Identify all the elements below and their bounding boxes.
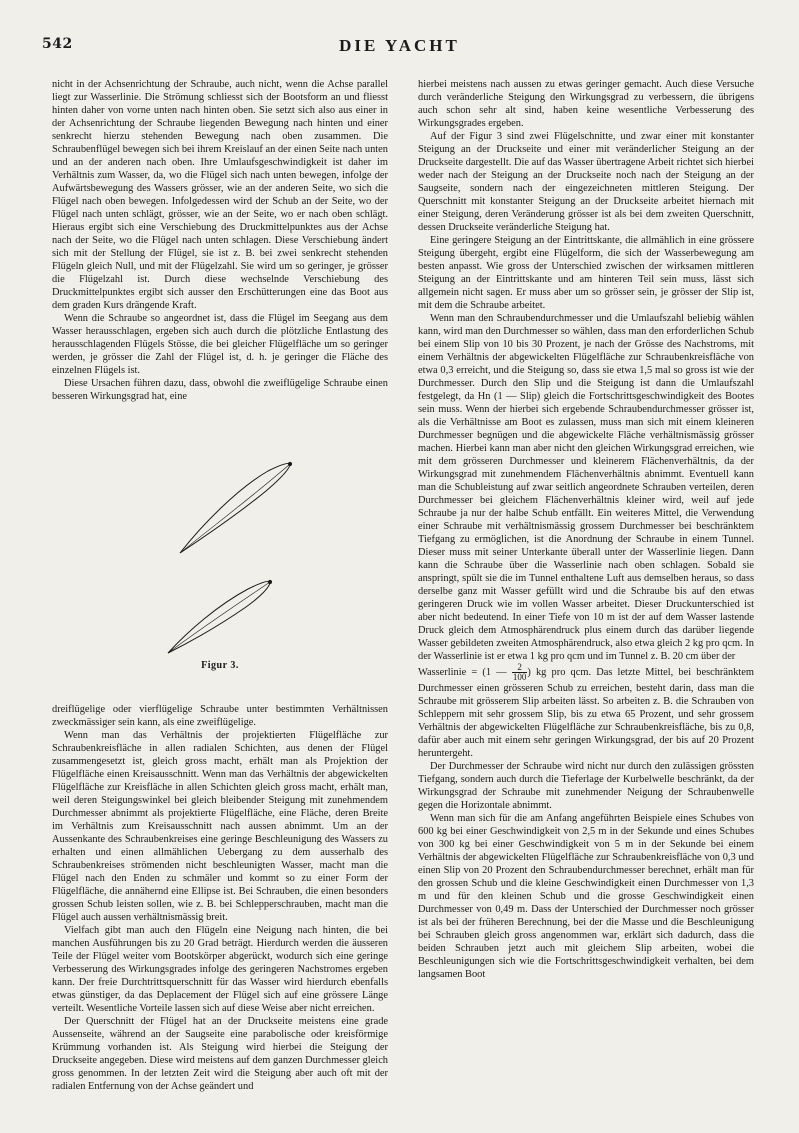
- blade-section-upper: [180, 462, 292, 553]
- paragraph: Wenn man das Verhältnis der projektierten Flügelfläche zur Schraubenkreisfläche in allen radialen Schichten, aus denen der Flügel zusammengesetzt ist, gleich gross macht, erhält man als Projektion der Flügelfläche einen Kreisausschnitt. Wenn man das Verhältnis der abgewickelten Flügelfläche zur Kreisfläche in allen Schichten gleich gross macht, erhält man, weil deren Steigungswinkel bei gleich bleibender Steigung mit zunehmendem Durchmesser abnimmt als projektierte Flügelfläche, eine Fläche, deren Breite im Verhältnis zum Kreisausschnitt nach aussen abnimmt. Um an der Aussenkante des Schraubenkreises eine geringe Beschleunigung des Wassers zu erhalten und einen allmählichen Uebergang zu dem ausserhalb des Schraubenkreises strömenden nicht beschleunigten Wasser, macht man die Flügel nach den Enden zu schmäler und kommt so zu einer Form der Flügelfläche, die annähernd eine Ellipse ist. Bei Schrauben, die einen besonders grossen Schub leisten sollen, wie z. B. bei Schlepperschrauben, macht man die Flügel auch aussen verhältnismässig breit.: [52, 730, 388, 923]
- paragraph: nicht in der Achsenrichtung der Schraube, auch nicht, wenn die Achse parallel liegt zur Wasserlinie. Die Strömung schliesst sich der Bootsform an und fliesst hinten daher von vorne unten nach hinten oben. Sie setzt sich also aus einer in der Achsenrichtung der Schraube liegenden Bewegung nach hinten und einer senkrecht hierzu stehenden Bewegung nach oben zusammen. Die Schraubenflügel bewegen sich bei ihrem Kreislauf an der einen Seite nach unten und an der anderen nach oben. Ihre Umlaufsgeschwindigkeit ist daher im Verhältnis zum Wasser, da, wo die Flügel sich nach unten bewegen, infolge der Aufwärtsbewegung des Wassers grösser, wie an der anderen Seite, wo sich die Flügel nach oben bewegen. Infolgedessen wird der Schub an der Seite, wo der Flügel nach unten schlägt, grösser, wie an der Seite, wo er nach oben schlägt. Hieraus ergibt sich eine Verschiebung des Druckmittelpunktes aus der Achse nach der Seite, wo die Flügel nach unten schlagen. Diese Verschiebung ändert sich mit der Stellung der Flügel, sie ist z. B. bei zwei senkrecht stehenden Flügeln gleich Null, und mit der Flügelzahl. Sie wird um so geringer, je grösser die Flügelzahl ist. Durch diese wechselnde Verschiebung des Druckmittelpunktes ergibt sich ausser den Erschütterungen eine das Boot aus dem graden Kurs drängende Kraft.: [52, 79, 388, 311]
- blade-section-lower: [168, 580, 272, 653]
- formula-paragraph: [418, 663, 754, 760]
- paragraph: hierbei meistens nach aussen zu etwas geringer gemacht. Auch diese Versuche durch veränderliche Steigung den Wirkungsgrad zu verbessern, die übrigens auch schon sehr alt sind, haben keine wesentliche Verbesserung des Wirkungsgrades ergeben.: [418, 79, 754, 129]
- paragraph: Vielfach gibt man auch den Flügeln eine Neigung nach hinten, die bei manchen Ausführungen bis zu 20 Grad beträgt. Hierdurch werden die äusseren Teile der Flügel weiter vom Bootskörper abgerückt, wodurch sich eine geringe Verbesserung des Wirkungsgrades infolge des geringeren Nachstromes ergeben kann. Der freie Durchtrittsquerschnitt für das Wasser wird hierdurch ebenfalls etwas günstiger, da das Deplacement der Flügel sich auf eine grössere Länge verteilt. Wesentliche Vorteile lassen sich auf diese Weise aber nicht erreichen.: [52, 925, 388, 1014]
- paragraph: Wenn man sich für die am Anfang angeführten Beispiele eines Schubes von 600 kg bei einer Geschwindigkeit von 2,5 m in der Sekunde und eines Schubes von 300 kg bei einer Geschwindigkeit von 5 m in der Sekunde bei einem Verhältnis der abgewickelten Flügelfläche zur Schraubenkreisfläche von 0,3 und einen Slip von 20 Prozent den Schraubendurchmesser berechnet, erhält man für den grossen Schub und die kleine Geschwindigkeit einen Durchmesser von 1,3 m und für den kleinen Schub und die grosse Geschwindigkeit einen Durchmesser von 0,49 m. Dass der Unterschied der Durchmesser noch grösser ist als bei der früheren Berechnung, bei der die Masse und die Beschleunigung bei Schrauben gleich gross angenommen war, erklärt sich dadurch, dass die beiden Schrauben jetzt auch mit gleichem Slip arbeiten, wobei die Beschleunigungen sich wie die Fortschrittsgeschwindigkeit verhalten, bei dem langsamen Boot: [418, 813, 754, 980]
- right-column: [418, 78, 754, 1118]
- paragraph: Diese Ursachen führen dazu, dass, obwohl die zweiflügelige Schraube einen besseren Wirkungsgrad hat, eine: [52, 378, 388, 402]
- blade-sections-illustration: [52, 407, 388, 697]
- fraction-denominator: 100: [512, 672, 527, 682]
- left-column: [52, 78, 388, 1118]
- paragraph: Wenn die Schraube so angeordnet ist, dass die Flügel im Seegang aus dem Wasser herausschlagen, ergeben sich auch durch die plötzliche Entlastung des herausschlagenden Flügels Stösse, die bei gleicher Flügelfläche um so geringer werden, je grösser die Zahl der Flügel ist, d. h. je geringer die Fläche des einzelnen Flügels ist.: [52, 313, 388, 376]
- paragraph: dreiflügelige oder vierflügelige Schraube unter bestimmten Verhältnissen zweckmässiger sein kann, als eine zweiflügelige.: [52, 704, 388, 728]
- figure-caption: Figur 3.: [201, 660, 239, 671]
- journal-title: DIE YACHT: [339, 36, 460, 55]
- paragraph: Eine geringere Steigung an der Eintrittskante, die allmählich in eine grössere Steigung übergeht, ergibt eine Flügelform, die sich der Wasserbewegung am besten anpasst. Wie gross der Unterschied zwischen der wirksamen mittleren Steigung an der Eintrittskante und am hinteren Teil sein muss, lässt sich allgemein nicht sagen. Er muss aber um so grösser sein, je grösser der Slip ist, mit dem die Schraube arbeitet.: [418, 235, 754, 311]
- paragraph: Wenn man den Schraubendurchmesser und die Umlaufszahl beliebig wählen kann, wird man den Durchmesser so wählen, dass man den erforderlichen Schub bei einem Slip von 10 bis 30 Prozent, je nach der Grösse des Nachstroms, mit einem Verhältnis der abgewickelten Flügelfläche zur Schraubenkreisfläche von etwa 0,3 erreicht, und die Steigung so, dass sie etwa 1,5 mal so gross ist wie der Durchmesser. Durch den Slip und die Steigung ist dann die Umlaufszahl festgelegt, da Hn (1 — Slip) gleich die Fortschrittsgeschwindigkeit des Bootes sein muss. Wenn der hierbei sich ergebende Schraubendurchmesser grösser ist, als die Verhältnisse am Boot es zulassen, muss man sich mit einem kleineren Durchmesser begnügen und die abgewickelte Fläche verhältnismässig grösser machen. Hierbei kann man aber nicht den gleichen Wirkungsgrad erreichen, wie mit dem grösseren Durchmesser und kleinerem Flächenverhältnis, da der Wirkungsgrad mit zunehmendem Flächenverhältnis abnimmt. Eventuell kann man die Schubleistung auf zwar seitlich angeordnete Schrauben verteilen, deren Durchmesser bei gleichem Flächenverhältnis kleiner wird, weil auf jede Schraube ja nur der halbe Schub entfällt. Ein weiteres Mittel, die Verwendung einer Schraube mit verhältnismässig grossem Durchmesser bei beschränktem Tiefgang zu ermöglichen, ist die Anordnung der Schraube in einem Tunnel. Dieser muss mit seiner Unterkante überall unter der Wasserlinie liegen. Dann kann die Schraube über die Wasserlinie nach oben schlagen. Sobald sie anspringt, spült sie die im Tunnel enthaltene Luft aus demselben heraus, so dass derselbe ganz mit Wasser gefüllt wird und die Schraube bis auf den etwas geringeren Druck wie im vollen Wasser arbeitet. Dieser Druckunterschied ist aber nicht bedeutend. In einer Tiefe von 10 m ist der auf dem Wasser lastende Druck gleich dem Atmosphärendruck plus einem durch das darüber liegende Wasser gebildeten zweiten Atmosphärendruck, also etwa gleich 2 kg pro qcm. In der Wasserlinie ist er etwa 1 kg pro qcm und im Tunnel z. B. 20 cm über der: [418, 313, 754, 662]
- fraction: [512, 663, 528, 682]
- page-number: 542: [42, 36, 73, 52]
- formula-lead: Wasserlinie = (1 —: [418, 666, 512, 678]
- paragraph: Auf der Figur 3 sind zwei Flügelschnitte, und zwar einer mit konstanter Steigung an der Druckseite und einer mit veränderlicher Steigung an der Druckseite dargestellt. Die auf das Wasser übertragene Arbeit richtet sich hierbei weder nach der Steigung an der Druckseite noch nach der Steigung an der Saugseite, sondern nach der eingezeichneten mittleren Steigung. Der Querschnitt mit konstanter Steigung an der Druckseite arbeitet hiernach mit einer Steigung, deren Veränderung grösser ist als bei dem zweiten Querschnitt, dessen Druckseite veränderliche Steigung hat.: [418, 131, 754, 233]
- figure-3: [52, 407, 388, 697]
- paragraph: Der Querschnitt der Flügel hat an der Druckseite meistens eine grade Aussenseite, während an der Saugseite eine parabolische oder kreisförmige Krümmung vorhanden ist. Als Steigung wird hierbei die Steigung der Druckseite angegeben. Diese wird meistens auf dem ganzen Durchmesser gleich gross genommen. In der letzten Zeit wird die Steigung aber auch oft mit der radialen Entfernung von der Achse geändert und: [52, 1016, 388, 1092]
- formula-tail: ) kg pro qcm. Das letzte Mittel, bei beschränktem Durchmesser einen grösseren Schub zu erreichen, besteht darin, dass man die Schraube mit grösserem Slip arbeiten lässt. So arbeiten z. B. die Schrauben von Schleppern mit sehr grossem Slip, bis zu etwa 65 Prozent, und sehr grossem Verhältnis der abgewickelten Flügelfläche zur Schraubenkreisfläche, bis zu 0,8, dafür aber auch mit einem sehr geringen Wirkungsgrad, der bis auf 20 Prozent heruntergeht.: [418, 666, 754, 759]
- fraction-numerator: 2: [512, 663, 528, 673]
- paragraph: Der Durchmesser der Schraube wird nicht nur durch den zulässigen grössten Tiefgang, sondern auch durch die Tieferlage der Kurbelwelle beschränkt, da der Wirkungsgrad der Schraube mit zunehmender Neigung der Schraubenwelle gegen die Horizontale abnimmt.: [418, 761, 754, 811]
